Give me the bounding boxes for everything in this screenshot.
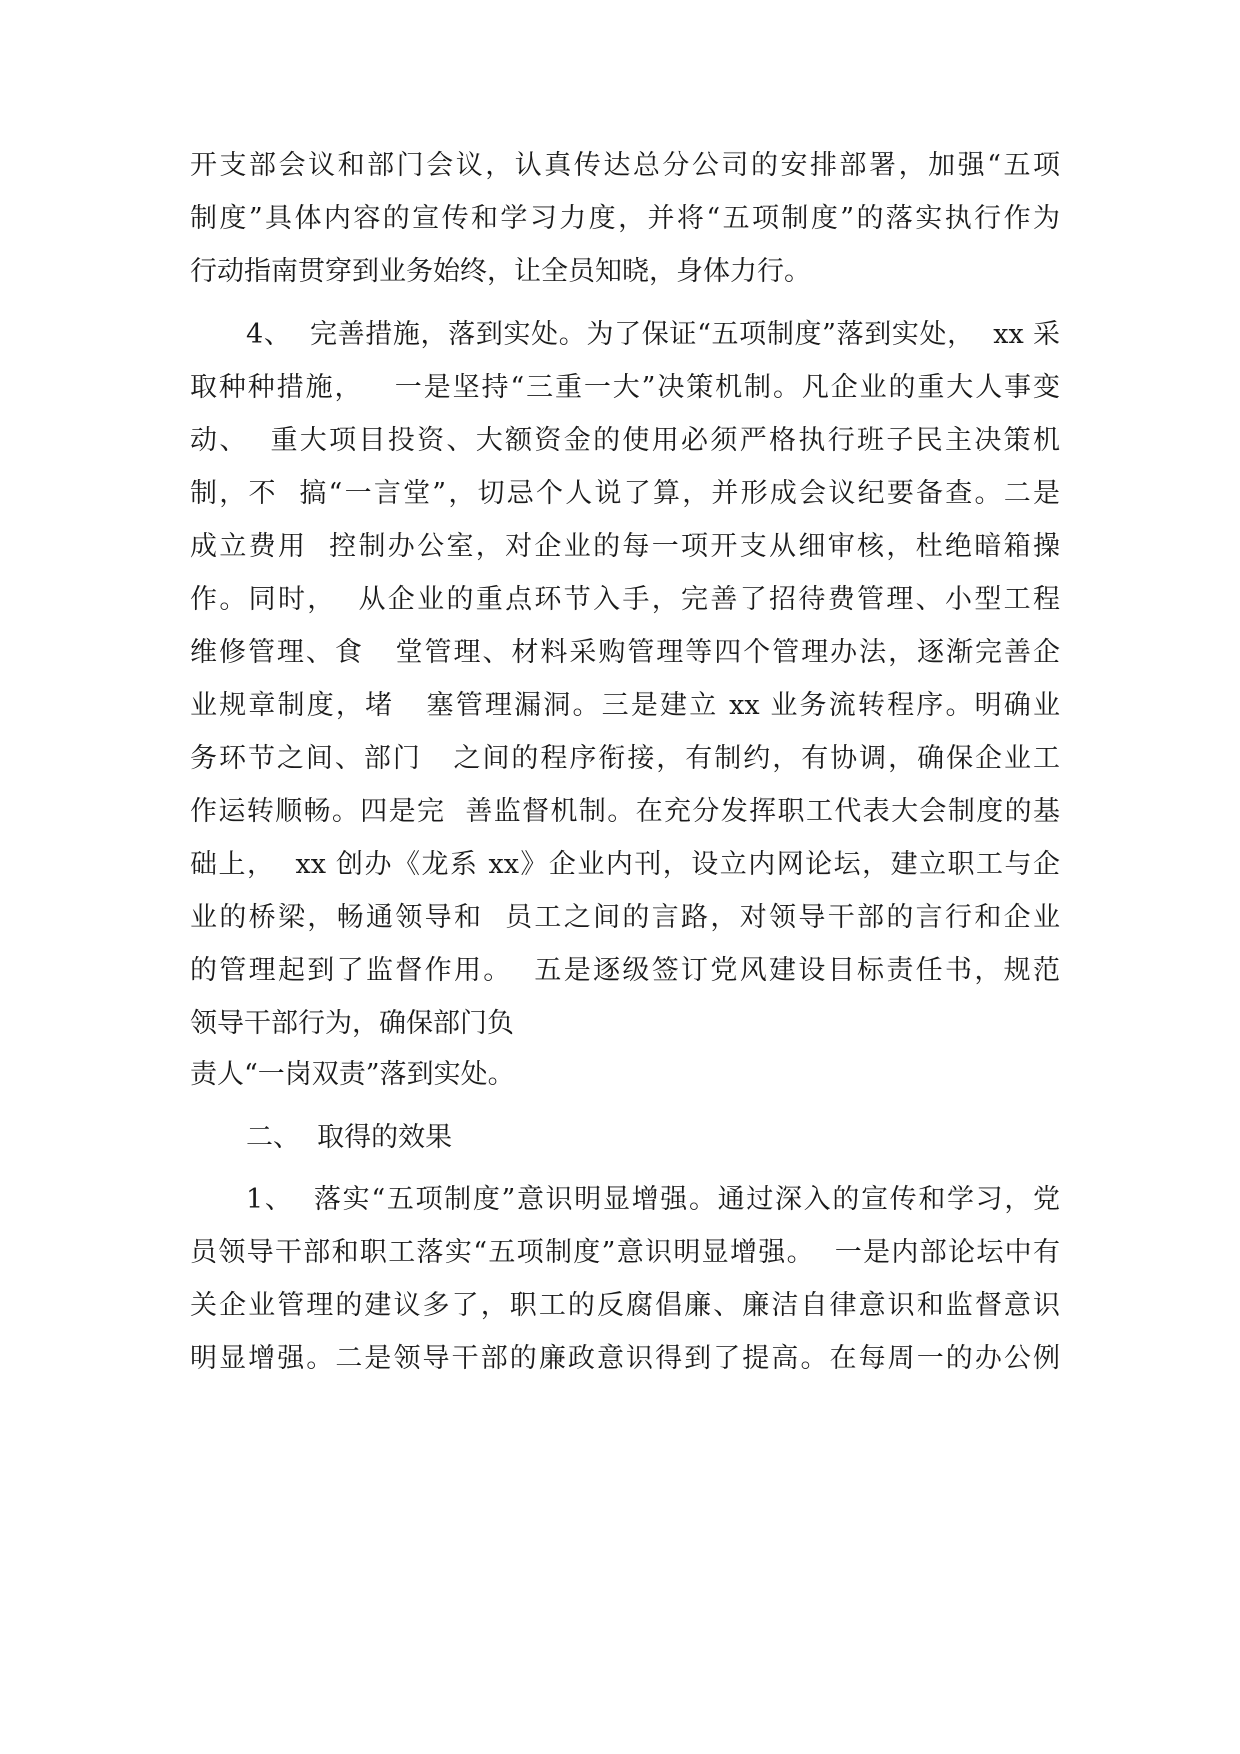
text-line: 动、 重大项目投资、大额资金的使用必须严格执行班子民主决策机 bbox=[190, 425, 1060, 456]
text-line: 作运转顺畅。四是完 善监督机制。在充分发挥职工代表大会制度的基 bbox=[190, 796, 1060, 827]
text-line: 制，不 搞“一言堂”，切忌个人说了算，并形成会议纪要备查。二是 bbox=[190, 478, 1060, 509]
text-line: 作。同时， 从企业的重点环节入手，完善了招待费管理、小型工程 bbox=[190, 584, 1060, 615]
text-line: 关企业管理的建议多了，职工的反腐倡廉、廉洁自律意识和监督意识 bbox=[190, 1290, 1060, 1321]
text-line: 行动指南贯穿到业务始终，让全员知晓，身体力行。 bbox=[190, 256, 811, 287]
text-line: 成立费用 控制办公室，对企业的每一项开支从细审核，杜绝暗箱操 bbox=[190, 531, 1060, 562]
text-line: 础上， xx 创办《龙系 xx》企业内刊，设立内网论坛，建立职工与企 bbox=[190, 849, 1060, 880]
text-line: 的管理起到了监督作用。 五是逐级签订党风建设目标责任书，规范 bbox=[190, 955, 1060, 986]
text-line: 责人“一岗双责”落到实处。 bbox=[190, 1059, 515, 1090]
text-line: 业规章制度，堵 塞管理漏洞。三是建立 xx 业务流转程序。明确业 bbox=[190, 690, 1060, 721]
text-line: 务环节之间、部门 之间的程序衔接，有制约，有协调，确保企业工 bbox=[190, 743, 1060, 774]
text-line: 开支部会议和部门会议，认真传达总分公司的安排部署，加强“五项 bbox=[190, 150, 1060, 181]
text-line: 业的桥梁，畅通领导和 员工之间的言路，对领导干部的言行和企业 bbox=[190, 902, 1060, 933]
text-line: 4、 完善措施，落到实处。为了保证“五项制度”落到实处， xx 采 bbox=[246, 319, 1060, 350]
text-line: 员领导干部和职工落实“五项制度”意识明显增强。 一是内部论坛中有 bbox=[190, 1237, 1060, 1268]
text-line: 明显增强。二是领导干部的廉政意识得到了提高。在每周一的办公例 bbox=[190, 1343, 1060, 1374]
text-line: 取种种措施， 一是坚持“三重一大”决策机制。凡企业的重大人事变 bbox=[190, 372, 1060, 403]
text-line: 维修管理、食 堂管理、材料采购管理等四个管理办法，逐渐完善企 bbox=[190, 637, 1060, 668]
text-line: 制度”具体内容的宣传和学习力度，并将“五项制度”的落实执行作为 bbox=[190, 203, 1060, 234]
section-heading: 二、 取得的效果 bbox=[246, 1122, 453, 1153]
text-line: 1、 落实“五项制度”意识明显增强。通过深入的宣传和学习，党 bbox=[246, 1184, 1060, 1215]
text-line: 领导干部行为，确保部门负 bbox=[190, 1008, 514, 1039]
